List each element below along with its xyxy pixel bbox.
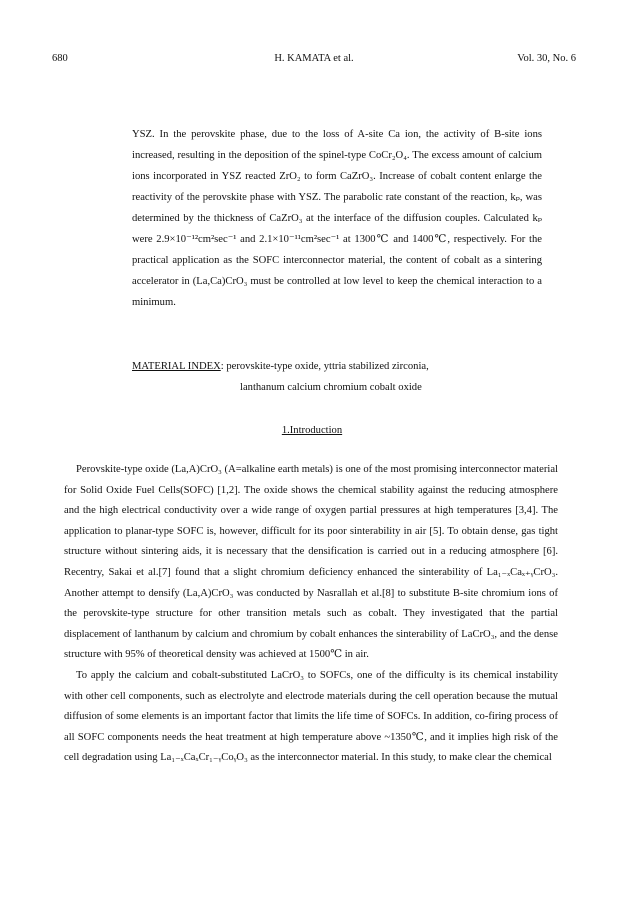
running-header	[52, 53, 576, 69]
material-index-line1: : perovskite-type oxide, yttria stabilized zirconia,	[220, 361, 429, 372]
material-index	[132, 356, 552, 398]
abstract	[132, 124, 542, 313]
section-title: 1.Introduction	[281, 425, 343, 436]
body-paragraph: To apply the calcium and cobalt-substituted LaCrO₃ to SOFCs, one of the difficulty is its chemical instability with other cell components, such as electrolyte and electrode materials during the cell operation because the mutual diffusion of some elements is an important factor that limits the life time of SOFCs. In addition, co-firing process of all SOFC components needs the heat treatment at high temperature above ~1350℃, and it implies high risk of the cell degradation using La₁₋ₓCaₓCr₁₋ᵧCoᵧO₃ as the interconnector material. In this study, to make clear the chemical	[64, 669, 558, 764]
page-number: 680	[52, 53, 68, 64]
body-paragraph: Perovskite-type oxide (La,A)CrO₃ (A=alkaline earth metals) is one of the most promising interconnector material for Solid Oxide Fuel Cells(SOFC) [1,2]. The oxide shows the chemical stability against the reducing atmosphere and the high electrical conductivity over a wide range of oxygen partial pressures at high temperatures [3,4]. The application to planar-type SOFC is, however, difficult for its poor sinterability in air [5]. To obtain dense, gas tight structure without sintering aids, it is necessary that the densification is carried out in a reducing atmosphere [6]. Recentry, Sakai et al.[7] found that a slight chromium deficiency enhanced the sinterability of La₁₋ₓCaₓ₊ᵧCrO₃. Another attempt to densify (La,A)CrO₃ was conducted by Nasrallah et al.[8] to substitute B-site chromium ions of the perovskite-type structure for other transition metals such as cobalt. They investigated that the partial displacement of lanthanum by calcium and chromium by cobalt enhances the sinterability of LaCrO₃, and the dense structure with 95% of theoretical density was achieved at 1500℃ in air.	[64, 464, 558, 661]
material-index-line2: lanthanum calcium chromium cobalt oxide	[240, 382, 422, 393]
material-index-label: MATERIAL INDEX	[132, 361, 221, 372]
volume-info: Vol. 30, No. 6	[517, 53, 576, 64]
abstract-text: YSZ. In the perovskite phase, due to the loss of A-site Ca ion, the activity of B-site ions increased, resulting in the deposition of the spinel-type CoCr₂O₄. The excess amount of calcium ions incorporated in YSZ reacted ZrO₂ to form CaZrO₃. Increase of cobalt content enlarge the reactivity of the perovskite phase with YSZ. The parabolic rate constant of the reaction, kₚ, was determined by the thickness of CaZrO₃ at the interface of the diffusion couples. Calculated kₚ were 2.9×10⁻¹²cm²sec⁻¹ and 2.1×10⁻¹¹cm²sec⁻¹ at 1300℃ and 1400℃, respectively. For the practical application as the SOFC interconnector material, the content of cobalt as a sintering accelerator in (La,Ca)CrO₃ must be controlled at low level to keep the chemical interaction to a minimum.	[132, 129, 542, 308]
running-authors: H. KAMATA et al.	[274, 53, 354, 64]
body-text	[64, 460, 558, 769]
